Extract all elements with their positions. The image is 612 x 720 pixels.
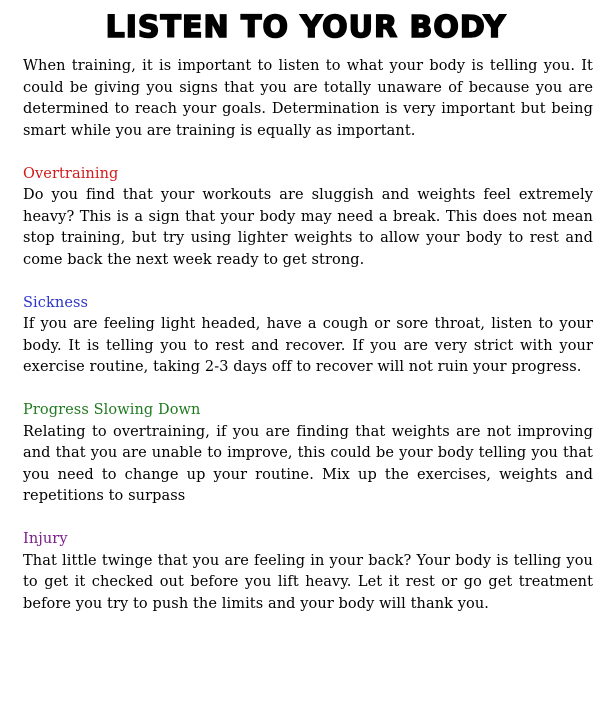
section-heading-progress-slowing-down: Progress Slowing Down xyxy=(23,402,201,418)
intro-paragraph: When training, it is important to listen to what your body is telling you. It could be giving you signs that you are totally unaware of because you are determined to reach your goals. Determination is very important but being smart while you are training is equally as important. xyxy=(23,58,593,139)
section-text-sickness: If you are feeling light headed, have a cough or sore throat, listen to your body. It is telling you to rest and recover. If you are very strict with your exercise routine, taking 2-3 days off to recover will not ruin your progress. xyxy=(23,316,593,375)
section-text-overtraining: Do you find that your workouts are sluggish and weights feel extremely heavy? This is a sign that your body may need a break. This does not mean stop training, but try using lighter weights to allow your body to rest and come back the next week ready to get strong. xyxy=(23,187,593,268)
section-injury xyxy=(23,529,593,615)
section-text-progress-slowing-down: Relating to overtraining, if you are finding that weights are not improving and that you are unable to improve, this could be your body telling you that you need to change up your routine. Mix up the exercises, weights and repetitions to surpass xyxy=(23,423,593,504)
page-title: LISTEN TO YOUR BODY xyxy=(105,10,507,45)
section-progress-slowing-down xyxy=(23,400,593,508)
section-heading-injury: Injury xyxy=(23,531,68,547)
section-heading-overtraining: Overtraining xyxy=(23,165,119,182)
section-heading-sickness: Sickness xyxy=(23,294,89,311)
document-body xyxy=(23,56,593,615)
section-sickness xyxy=(23,293,593,379)
section-text-injury: That little twinge that you are feeling in your back? Your body is telling you to get it checked out before you lift heavy. Let it rest or go get treatment before you try to push the limits and your body will thank you. xyxy=(23,552,593,612)
section-overtraining xyxy=(23,164,593,272)
